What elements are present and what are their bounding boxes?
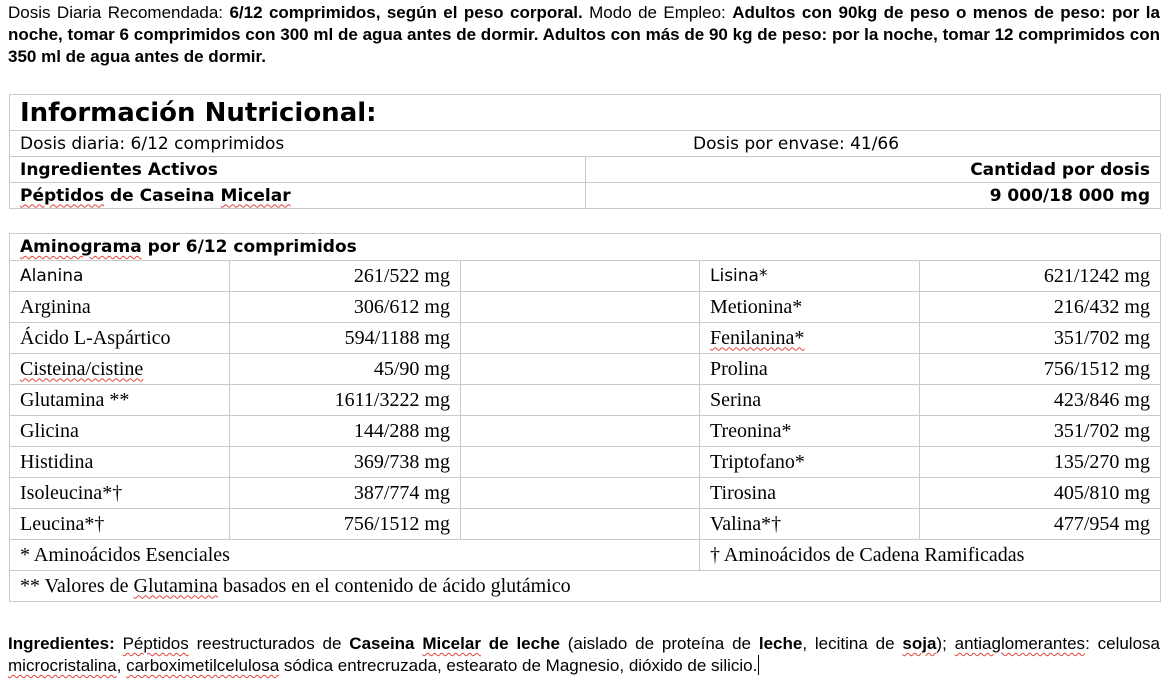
amino-name: Glicina xyxy=(10,416,230,447)
amino-spacer xyxy=(461,354,700,385)
word-de-leche: de leche xyxy=(488,634,560,653)
amino-value: 423/846 mg xyxy=(920,385,1161,416)
word-fenilanina: Fenilanina* xyxy=(710,326,805,349)
word-carboximetilcelulosa: carboximetilcelulosa xyxy=(126,656,280,675)
amino-name: Prolina xyxy=(700,354,920,385)
amino-name: Metionina* xyxy=(700,292,920,323)
word-soja: soja xyxy=(902,634,937,653)
amino-name xyxy=(10,354,230,385)
amino-name: Histidina xyxy=(10,447,230,478)
word-micelar-2: Micelar xyxy=(422,634,481,653)
amino-name: Leucina*† xyxy=(10,509,230,540)
nutrition-title: Información Nutricional: xyxy=(10,95,1161,131)
amino-row xyxy=(10,354,1161,385)
footnote-row xyxy=(10,571,1161,602)
amino-value: 351/702 mg xyxy=(920,323,1161,354)
serving-info-row xyxy=(10,131,1161,157)
dosage-paragraph xyxy=(8,2,1160,68)
word-peptidos: Péptidos xyxy=(20,185,105,206)
amino-name: Alanina xyxy=(10,261,230,292)
text-run: ); xyxy=(936,634,955,653)
amino-row xyxy=(10,292,1161,323)
amino-value: 135/270 mg xyxy=(920,447,1161,478)
amino-name: Valina*† xyxy=(700,509,920,540)
amino-spacer xyxy=(461,478,700,509)
text-run: : celulosa xyxy=(1085,634,1160,653)
dosage-label: Dosis Diaria Recomendada: xyxy=(8,3,230,22)
amino-name: Lisina* xyxy=(700,261,920,292)
nutrition-table xyxy=(9,94,1161,209)
footnote-glutamine xyxy=(10,571,1161,602)
amino-name: Treonina* xyxy=(700,416,920,447)
amino-row xyxy=(10,261,1161,292)
amino-value: 477/954 mg xyxy=(920,509,1161,540)
amino-value: 306/612 mg xyxy=(230,292,461,323)
amino-value: 261/522 mg xyxy=(230,261,461,292)
amino-value: 144/288 mg xyxy=(230,416,461,447)
footnote-essential: * Aminoácidos Esenciales xyxy=(10,540,700,571)
col-header-amount: Cantidad por dosis xyxy=(586,157,1161,183)
amino-value: 756/1512 mg xyxy=(230,509,461,540)
amino-name: Glutamina ** xyxy=(10,385,230,416)
amino-row xyxy=(10,416,1161,447)
amino-spacer xyxy=(461,323,700,354)
amino-value: 45/90 mg xyxy=(230,354,461,385)
amino-row xyxy=(10,385,1161,416)
amino-value: 621/1242 mg xyxy=(920,261,1161,292)
footnote-branched: † Aminoácidos de Cadena Ramificadas xyxy=(700,540,1161,571)
usage-label: Modo de Empleo: xyxy=(582,3,733,22)
word-cisteina: Cisteina/cistine xyxy=(20,357,144,380)
text-cursor xyxy=(758,655,759,675)
amino-value: 1611/3222 mg xyxy=(230,385,461,416)
ingredients-paragraph[interactable] xyxy=(8,633,1160,677)
amino-spacer xyxy=(461,292,700,323)
amino-spacer xyxy=(461,385,700,416)
amino-spacer xyxy=(461,447,700,478)
amino-spacer xyxy=(461,416,700,447)
amino-row xyxy=(10,323,1161,354)
text-run: , lecitina de xyxy=(802,634,903,653)
amino-name: Triptofano* xyxy=(700,447,920,478)
amino-value: 405/810 mg xyxy=(920,478,1161,509)
amino-name: Serina xyxy=(700,385,920,416)
amino-name: Arginina xyxy=(10,292,230,323)
text-run: (aislado de proteína de xyxy=(559,634,759,653)
amino-value: 594/1188 mg xyxy=(230,323,461,354)
servings-per-container: Dosis por envase: 41/66 xyxy=(693,133,900,154)
amino-spacer xyxy=(461,509,700,540)
amino-value: 216/432 mg xyxy=(920,292,1161,323)
amino-row xyxy=(10,478,1161,509)
word-peptidos-2: Péptidos xyxy=(122,634,189,653)
word-glutamina: Glutamina xyxy=(133,574,218,597)
ingredient-name xyxy=(10,183,586,209)
amino-value: 369/738 mg xyxy=(230,447,461,478)
word-caseina: de Caseina xyxy=(104,185,221,206)
amino-name: Ácido L-Aspártico xyxy=(10,323,230,354)
word-caseina-2: Caseina xyxy=(349,634,415,653)
word-leche: leche xyxy=(758,634,803,653)
amino-value: 351/702 mg xyxy=(920,416,1161,447)
daily-dose: Dosis diaria: 6/12 comprimidos xyxy=(20,133,285,154)
word-micelar: Micelar xyxy=(220,185,291,206)
text-run xyxy=(481,634,489,653)
aminogram-table xyxy=(9,233,1161,602)
text-run: reestructurados de xyxy=(188,634,350,653)
usage-instructions: Adultos con 90kg de peso o menos de peso: por la noche, tomar 6 comprimidos con 300 ml de agua antes de dormir. Adultos con más de 90 kg de peso: por la noche, tomar 12 comprimidos con 350 ml de agua antes de dormir. xyxy=(8,3,1160,66)
word-aminograma: Aminograma xyxy=(20,237,142,257)
word-antiaglomerantes: antiaglomerantes xyxy=(954,634,1086,653)
amino-row xyxy=(10,447,1161,478)
amino-name: Isoleucina*† xyxy=(10,478,230,509)
amino-name xyxy=(700,323,920,354)
aminogram-title-rest: por 6/12 comprimidos xyxy=(141,237,357,257)
dosage-value: 6/12 comprimidos, según el peso corporal. xyxy=(229,3,583,22)
footnote-text: basados en el contenido de ácido glutámico xyxy=(217,574,571,597)
word-microcristalina: microcristalina xyxy=(8,656,117,675)
ingredient-amount: 9 000/18 000 mg xyxy=(586,183,1161,209)
text-run: , xyxy=(116,656,127,675)
aminogram-title xyxy=(10,234,1161,261)
amino-name: Tirosina xyxy=(700,478,920,509)
amino-value: 387/774 mg xyxy=(230,478,461,509)
amino-spacer xyxy=(461,261,700,292)
footnote-text: ** Valores de xyxy=(20,574,134,597)
text-run: sódica entrecruzada, estearato de Magnesio, dióxido de silicio. xyxy=(279,656,758,675)
footnote-row xyxy=(10,540,1161,571)
amino-value: 756/1512 mg xyxy=(920,354,1161,385)
ingredients-label: Ingredientes: xyxy=(8,634,115,653)
amino-row xyxy=(10,509,1161,540)
col-header-ingredients: Ingredientes Activos xyxy=(10,157,586,183)
